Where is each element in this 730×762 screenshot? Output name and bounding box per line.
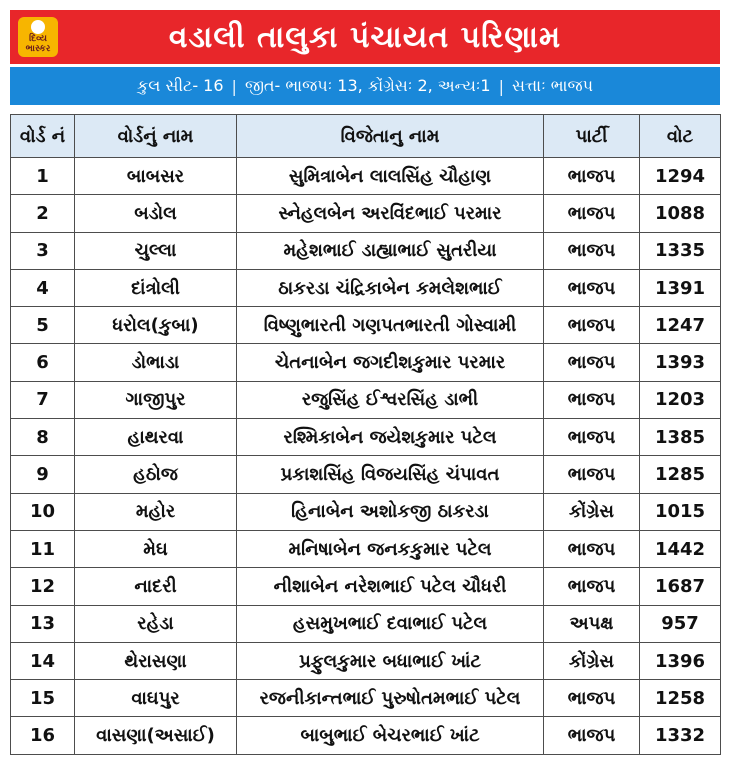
header-ward-name: વોર્ડનું નામ: [75, 115, 237, 158]
ward-no: 13: [11, 605, 75, 642]
winner-name: મનિષાબેન જનકકુમાર પટેલ: [237, 530, 544, 567]
party: ભાજપ: [544, 269, 640, 306]
ward-name: હઠોજ: [75, 456, 237, 493]
ward-name: દાંત્રોલી: [75, 269, 237, 306]
results-table: [10, 114, 721, 755]
votes: 1391: [640, 269, 721, 306]
ward-name: રહેડા: [75, 605, 237, 642]
votes: 1203: [640, 381, 721, 418]
ward-name: વાસણા(અસાઈ): [75, 717, 237, 754]
ward-no: 12: [11, 568, 75, 605]
votes: 1442: [640, 530, 721, 567]
winner-name: પ્રકાશસિંહ વિજયસિંહ ચંપાવત: [237, 456, 544, 493]
ward-no: 11: [11, 530, 75, 567]
header-ward-no: વોર્ડ નં: [11, 115, 75, 158]
table-row: [11, 456, 721, 493]
votes: 1285: [640, 456, 721, 493]
table-row: [11, 717, 721, 754]
ward-no: 14: [11, 642, 75, 679]
ward-no: 1: [11, 158, 75, 195]
winner-name: રજુસિંહ ઈશ્વરસિંહ ડાભી: [237, 381, 544, 418]
table-row: [11, 419, 721, 456]
votes: 957: [640, 605, 721, 642]
ward-no: 10: [11, 493, 75, 530]
votes: 1088: [640, 195, 721, 232]
table-row: [11, 158, 721, 195]
party: ભાજપ: [544, 456, 640, 493]
votes: 1687: [640, 568, 721, 605]
summary-bar: [10, 67, 720, 105]
logo-text-line-2: ભાસ્કર: [25, 44, 51, 54]
winner-name: મહેશભાઈ ડાહ્યાભાઈ સુતરીયા: [237, 232, 544, 269]
winner-name: રજનીકાન્તભાઈ પુરુષોતમભાઈ પટેલ: [237, 680, 544, 717]
ruling-party: સત્તાઃ ભાજપ: [511, 76, 593, 95]
ward-no: 9: [11, 456, 75, 493]
party: ભાજપ: [544, 530, 640, 567]
winner-name: ઠાકરડા ચંદ્રિકાબેન કમલેશભાઈ: [237, 269, 544, 306]
winner-name: બાબુભાઈ બેચરભાઈ ખાંટ: [237, 717, 544, 754]
votes: 1393: [640, 344, 721, 381]
logo-text: [18, 34, 58, 54]
header-votes: વોટ: [640, 115, 721, 158]
divya-bhaskar-logo: [18, 17, 58, 57]
winner-name: ચેતનાબેન જગદીશકુમાર પરમાર: [237, 344, 544, 381]
ward-no: 4: [11, 269, 75, 306]
party: ભાજપ: [544, 568, 640, 605]
table-row: [11, 232, 721, 269]
ward-no: 7: [11, 381, 75, 418]
table-header-row: [11, 115, 721, 158]
header-winner-name: વિજેતાનુ નામ: [237, 115, 544, 158]
table-row: [11, 344, 721, 381]
party-wins: જીત- ભાજપઃ 13, કોંગ્રેસઃ 2, અન્યઃ1: [244, 76, 491, 95]
party: અપક્ષ: [544, 605, 640, 642]
votes: 1247: [640, 307, 721, 344]
table-row: [11, 568, 721, 605]
winner-name: સ્નેહલબેન અરવિંદભાઈ પરમાર: [237, 195, 544, 232]
ward-no: 8: [11, 419, 75, 456]
party: ભાજપ: [544, 680, 640, 717]
winner-name: હસમુખભાઈ દવાભાઈ પટેલ: [237, 605, 544, 642]
divider: |: [498, 76, 504, 96]
header-party: પાર્ટી: [544, 115, 640, 158]
ward-name: થેરાસણા: [75, 642, 237, 679]
table-row: [11, 493, 721, 530]
ward-name: નાદરી: [75, 568, 237, 605]
party: કોંગ્રેસ: [544, 642, 640, 679]
party: ભાજપ: [544, 419, 640, 456]
votes: 1294: [640, 158, 721, 195]
page-title: વડાલી તાલુકા પંચાયત પરિણામ: [168, 19, 562, 55]
ward-name: મેઘ: [75, 530, 237, 567]
ward-name: મહોર: [75, 493, 237, 530]
party: ભાજપ: [544, 232, 640, 269]
ward-name: બાબસર: [75, 158, 237, 195]
ward-no: 6: [11, 344, 75, 381]
party: ભાજપ: [544, 307, 640, 344]
ward-no: 2: [11, 195, 75, 232]
ward-name: હાથરવા: [75, 419, 237, 456]
votes: 1332: [640, 717, 721, 754]
table-row: [11, 530, 721, 567]
total-seats: કુલ સીટ- 16: [137, 76, 224, 95]
title-banner: [10, 10, 720, 64]
votes: 1335: [640, 232, 721, 269]
winner-name: પ્રફુલકુમાર બધાભાઈ ખાંટ: [237, 642, 544, 679]
party: કોંગ્રેસ: [544, 493, 640, 530]
winner-name: હિનાબેન અશોકજી ઠાકરડા: [237, 493, 544, 530]
votes: 1015: [640, 493, 721, 530]
ward-name: ધરોલ(કુબા): [75, 307, 237, 344]
party: ભાજપ: [544, 381, 640, 418]
party: ભાજપ: [544, 158, 640, 195]
table-row: [11, 195, 721, 232]
ward-name: વાઘપુર: [75, 680, 237, 717]
divider: |: [231, 76, 237, 96]
ward-no: 15: [11, 680, 75, 717]
party: ભાજપ: [544, 195, 640, 232]
winner-name: સુમિત્રાબેન લાલસિંહ ચૌહાણ: [237, 158, 544, 195]
sun-icon: [31, 20, 45, 34]
table-row: [11, 307, 721, 344]
table-row: [11, 269, 721, 306]
table-row: [11, 605, 721, 642]
votes: 1396: [640, 642, 721, 679]
ward-name: ચુલ્લા: [75, 232, 237, 269]
ward-name: ગાજીપુર: [75, 381, 237, 418]
logo-text-line-1: દિવ્ય: [29, 34, 47, 44]
ward-no: 16: [11, 717, 75, 754]
table-row: [11, 680, 721, 717]
table-row: [11, 642, 721, 679]
winner-name: વિષ્ણુભારતી ગણપતભારતી ગોસ્વામી: [237, 307, 544, 344]
table-row: [11, 381, 721, 418]
ward-name: ડોભાડા: [75, 344, 237, 381]
party: ભાજપ: [544, 344, 640, 381]
winner-name: નીશાબેન નરેશભાઈ પટેલ ચૌધરી: [237, 568, 544, 605]
winner-name: રશ્મિકાબેન જયેશકુમાર પટેલ: [237, 419, 544, 456]
ward-name: બડોલ: [75, 195, 237, 232]
ward-no: 3: [11, 232, 75, 269]
votes: 1258: [640, 680, 721, 717]
ward-no: 5: [11, 307, 75, 344]
votes: 1385: [640, 419, 721, 456]
party: ભાજપ: [544, 717, 640, 754]
